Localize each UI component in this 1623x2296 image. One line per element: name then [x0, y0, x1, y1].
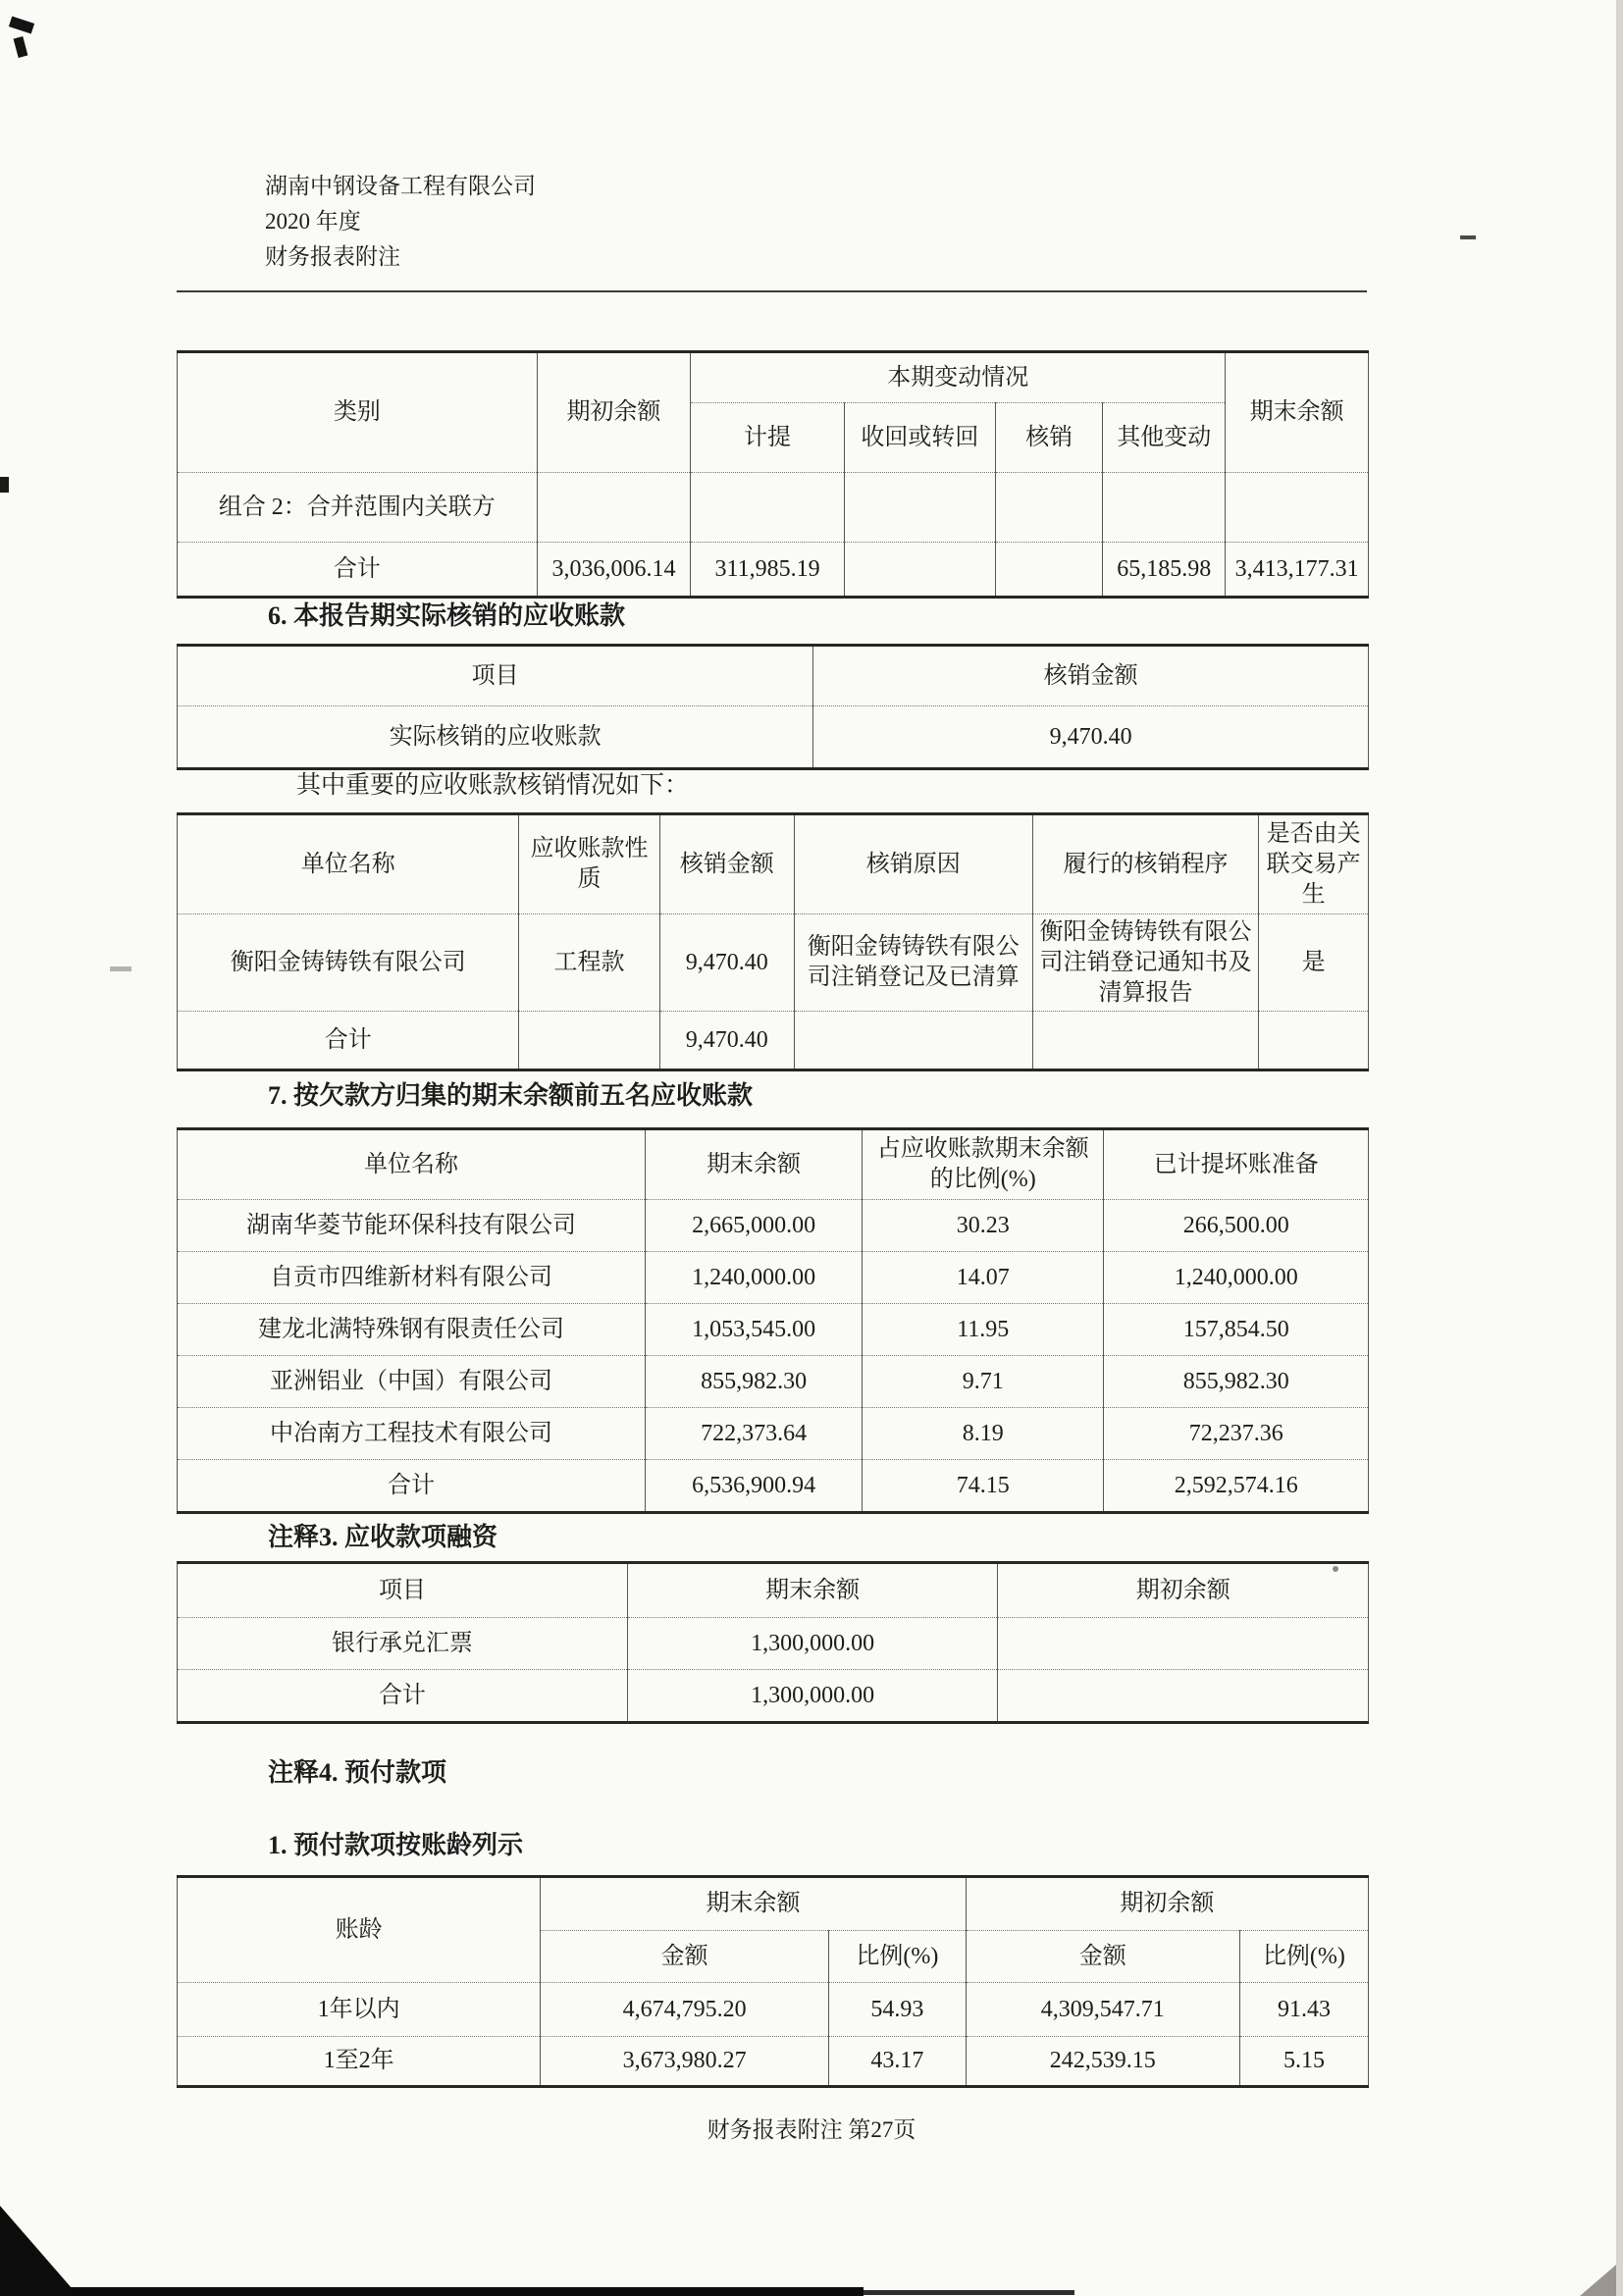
empty-cell [1103, 473, 1226, 543]
col-header-beginning-balance-group: 期初余额 [966, 1877, 1368, 1931]
aging-bucket: 1年以内 [178, 1983, 541, 2037]
scan-artifact-bottom-bar [0, 2287, 864, 2296]
col-header-item: 项目 [178, 646, 813, 706]
financing-beginning-balance [998, 1618, 1369, 1670]
debtor-ending-balance: 722,373.64 [646, 1408, 863, 1460]
table-row [178, 1252, 1369, 1304]
debtor-provision: 855,982.30 [1104, 1356, 1369, 1408]
table-row [178, 1304, 1369, 1356]
header-divider [177, 290, 1367, 292]
empty-cell [1226, 473, 1369, 543]
writeoff-procedure: 衡阳金铸铸铁有限公司注销登记通知书及清算报告 [1032, 914, 1259, 1012]
aging-beginning-ratio: 5.15 [1239, 2037, 1368, 2087]
empty-cell [1032, 1012, 1259, 1070]
table-row [178, 1408, 1369, 1460]
section7-heading: 7. 按欠款方归集的期末余额前五名应收账款 [268, 1081, 754, 1110]
col-header-ending-balance: 期末余额 [646, 1129, 863, 1200]
scan-artifact-bottom-left-wedge [0, 2206, 79, 2296]
writeoff-reason: 衡阳金铸铸铁有限公司注销登记及已清算 [794, 914, 1032, 1012]
col-header-company: 单位名称 [178, 814, 519, 914]
report-title: 财务报表附注 [265, 244, 400, 269]
financing-ending-balance: 1,300,000.00 [627, 1618, 998, 1670]
col-header-category: 类别 [178, 352, 538, 473]
debtor-company: 湖南华菱节能环保科技有限公司 [178, 1200, 646, 1252]
col-header-beginning-balance: 期初余额 [998, 1563, 1369, 1618]
writeoff-related-flag: 是 [1259, 914, 1369, 1012]
debtor-ending-balance: 1,240,000.00 [646, 1252, 863, 1304]
prepayment-aging-table [177, 1875, 1369, 2088]
row-label-group2: 组合 2：合并范围内关联方 [178, 473, 538, 543]
empty-cell [996, 473, 1103, 543]
empty-cell [691, 473, 845, 543]
note4-heading: 注释4. 预付款项 [268, 1758, 447, 1787]
page-footer: 财务报表附注 第27页 [707, 2117, 916, 2142]
writeoff-detail-table [177, 812, 1369, 1071]
col-header-ending-ratio: 比例(%) [829, 1931, 967, 1983]
col-header-current-changes: 本期变动情况 [691, 352, 1226, 403]
col-header-accrual: 计提 [691, 403, 845, 473]
col-header-receivable-nature: 应收账款性质 [519, 814, 659, 914]
scan-artifact-left-smudge [110, 966, 131, 971]
scan-artifact-right-dash [1460, 235, 1476, 239]
debtor-ratio: 11.95 [863, 1304, 1104, 1356]
financing-item: 银行承兑汇票 [178, 1618, 628, 1670]
col-header-related-transaction: 是否由关联交易产生 [1259, 814, 1369, 914]
total-ending-balance: 3,413,177.31 [1226, 543, 1369, 598]
scan-artifact-left-edge [0, 477, 9, 493]
debtor-ending-balance: 2,665,000.00 [646, 1200, 863, 1252]
debtor-provision: 72,237.36 [1104, 1408, 1369, 1460]
provision-movement-table [177, 350, 1369, 599]
col-header-beginning-amount: 金额 [966, 1931, 1239, 1983]
col-header-writeoff: 核销 [996, 403, 1103, 473]
writeoff-note: 其中重要的应收账款核销情况如下： [296, 772, 690, 799]
row-label-total: 合计 [178, 1670, 628, 1723]
scan-artifact-bottom-bar-2 [864, 2290, 1074, 2295]
report-year: 2020 年度 [265, 209, 361, 234]
top5-receivables-table [177, 1127, 1369, 1514]
empty-cell [794, 1012, 1032, 1070]
table-row [178, 1618, 1369, 1670]
debtor-ratio: 14.07 [863, 1252, 1104, 1304]
row-label-total: 合计 [178, 1460, 646, 1513]
col-header-ending-balance: 期末余额 [1226, 352, 1369, 473]
writeoff-nature: 工程款 [519, 914, 659, 1012]
col-header-beginning-ratio: 比例(%) [1239, 1931, 1368, 1983]
aging-beginning-amount: 4,309,547.71 [966, 1983, 1239, 2037]
col-header-writeoff-amount: 核销金额 [659, 814, 794, 914]
debtor-ratio: 8.19 [863, 1408, 1104, 1460]
col-header-item: 项目 [178, 1563, 628, 1618]
receivables-financing-table [177, 1561, 1369, 1724]
actual-writeoff-table [177, 644, 1369, 770]
aging-ending-ratio: 54.93 [829, 1983, 967, 2037]
total-ending-balance: 1,300,000.00 [627, 1670, 998, 1723]
debtor-company: 亚洲铝业（中国）有限公司 [178, 1356, 646, 1408]
debtor-provision: 266,500.00 [1104, 1200, 1369, 1252]
total-provision: 2,592,574.16 [1104, 1460, 1369, 1513]
writeoff-amount: 9,470.40 [659, 914, 794, 1012]
aging-ending-amount: 3,673,980.27 [541, 2037, 829, 2087]
col-header-other-changes: 其他变动 [1103, 403, 1226, 473]
empty-cell [537, 473, 691, 543]
table-row [178, 1200, 1369, 1252]
total-beginning-balance: 3,036,006.14 [537, 543, 691, 598]
empty-cell [996, 543, 1103, 598]
col-header-ending-balance-group: 期末余额 [541, 1877, 966, 1931]
debtor-ending-balance: 1,053,545.00 [646, 1304, 863, 1356]
aging-bucket: 1至2年 [178, 2037, 541, 2087]
scan-artifact-top-left-2 [14, 36, 28, 58]
debtor-ending-balance: 855,982.30 [646, 1356, 863, 1408]
scan-artifact-top-left [9, 17, 34, 34]
debtor-company: 中冶南方工程技术有限公司 [178, 1408, 646, 1460]
table-row [178, 2037, 1369, 2087]
col-header-writeoff-amount: 核销金额 [813, 646, 1369, 706]
aging-ending-amount: 4,674,795.20 [541, 1983, 829, 2037]
table-row [178, 1983, 1369, 2037]
company-name: 湖南中钢设备工程有限公司 [265, 174, 536, 198]
table-row [178, 1356, 1369, 1408]
writeoff-company: 衡阳金铸铸铁有限公司 [178, 914, 519, 1012]
note4-subheading: 1. 预付款项按账龄列示 [268, 1831, 524, 1859]
empty-cell [519, 1012, 659, 1070]
empty-cell [1259, 1012, 1369, 1070]
col-header-ratio: 占应收账款期末余额的比例(%) [863, 1129, 1104, 1200]
aging-beginning-amount: 242,539.15 [966, 2037, 1239, 2087]
col-header-provision: 已计提坏账准备 [1104, 1129, 1369, 1200]
col-header-ending-amount: 金额 [541, 1931, 829, 1983]
debtor-company: 建龙北满特殊钢有限责任公司 [178, 1304, 646, 1356]
total-other-changes: 65,185.98 [1103, 543, 1226, 598]
aging-ending-ratio: 43.17 [829, 2037, 967, 2087]
total-accrual: 311,985.19 [691, 543, 845, 598]
total-ending-balance: 6,536,900.94 [646, 1460, 863, 1513]
note3-heading: 注释3. 应收款项融资 [268, 1523, 498, 1551]
total-ratio: 74.15 [863, 1460, 1104, 1513]
debtor-provision: 157,854.50 [1104, 1304, 1369, 1356]
debtor-ratio: 30.23 [863, 1200, 1104, 1252]
col-header-company: 单位名称 [178, 1129, 646, 1200]
document-header [265, 169, 536, 275]
total-beginning-balance [998, 1670, 1369, 1723]
debtor-provision: 1,240,000.00 [1104, 1252, 1369, 1304]
row-label-total: 合计 [178, 1012, 519, 1070]
debtor-company: 自贡市四维新材料有限公司 [178, 1252, 646, 1304]
aging-beginning-ratio: 91.43 [1239, 1983, 1368, 2037]
col-header-writeoff-reason: 核销原因 [794, 814, 1032, 914]
empty-cell [844, 473, 995, 543]
col-header-beginning-balance: 期初余额 [537, 352, 691, 473]
section6-heading: 6. 本报告期实际核销的应收账款 [268, 601, 626, 630]
actual-writeoff-amount: 9,470.40 [813, 706, 1369, 769]
col-header-aging: 账龄 [178, 1877, 541, 1983]
col-header-ending-balance: 期末余额 [627, 1563, 998, 1618]
scan-artifact-right-edge [1616, 0, 1623, 2296]
col-header-writeoff-procedure: 履行的核销程序 [1032, 814, 1259, 914]
debtor-ratio: 9.71 [863, 1356, 1104, 1408]
empty-cell [844, 543, 995, 598]
col-header-recover-reverse: 收回或转回 [844, 403, 995, 473]
row-label-total: 合计 [178, 543, 538, 598]
writeoff-total-amount: 9,470.40 [659, 1012, 794, 1070]
row-label-actual-writeoff: 实际核销的应收账款 [178, 706, 813, 769]
